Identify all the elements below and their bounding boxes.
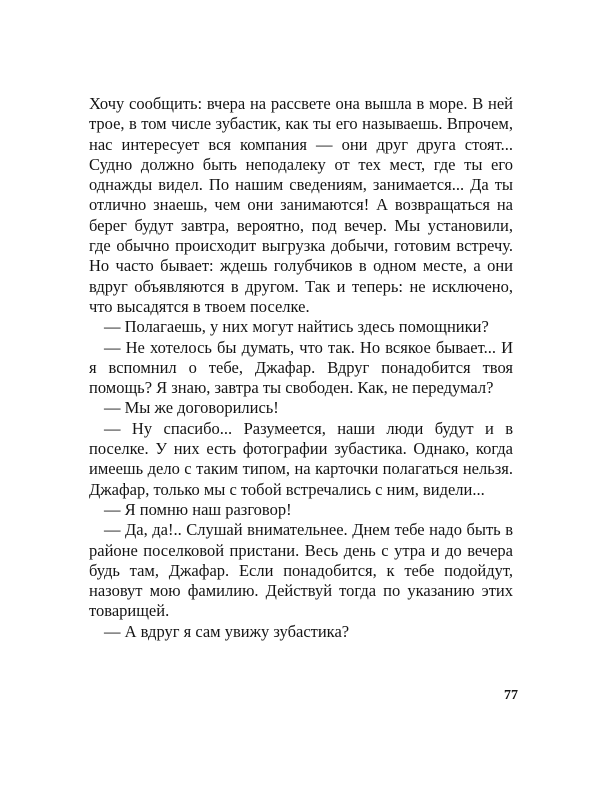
paragraph: — Не хотелось бы думать, что так. Но всякое бывает... И я вспомнил о тебе, Джафар. Вдруг понадобится твоя помощь? Я знаю, завтра ты свободен. Как, не передумал?	[89, 337, 513, 398]
paragraph: — Полагаешь, у них могут найтись здесь помощники?	[104, 317, 489, 337]
paragraph: — Мы же договорились!	[104, 398, 279, 418]
page-number: 77	[504, 688, 518, 703]
paragraph: — Да, да!.. Слушай внимательнее. Днем тебе надо быть в районе поселковой пристани. Весь день с утра и до вечера будь там, Джафар. Если понадобится, к тебе подойдут, назовут мою фамилию. Действуй тогда по указанию этих товарищей.	[89, 520, 513, 621]
paragraph: — Я помню наш разговор!	[104, 499, 292, 519]
paragraph: Хочу сообщить: вчера на рассвете она вышла в море. В ней трое, в том числе зубастик, как ты его называешь. Впрочем, нас интересует вся компания — они друг друга стоят... Судно должно быть неподалеку от тех мест, где ты его однажды видел. По нашим сведениям, занимается... Да ты отлично знаешь, чем они занимаются! А возвращаться на берег будут завтра, вероятно, под вечер. Мы установили, где обычно происходит выгрузка добычи, готовим встречу. Но часто бывает: ждешь голубчиков в одном месте, а они вдруг объявляются в другом. Так и теперь: не исключено, что высадятся в твоем поселке.	[89, 94, 513, 316]
paragraph: — Ну спасибо... Разумеется, наши люди будут и в поселке. У них есть фотографии зубастика. Однако, когда имеешь дело с таким типом, на карточки полагаться нельзя. Джафар, только мы с тобой встречались с ним, видели...	[89, 418, 513, 499]
body-text	[89, 94, 513, 642]
paragraph: — А вдруг я сам увижу зубастика?	[104, 621, 350, 641]
